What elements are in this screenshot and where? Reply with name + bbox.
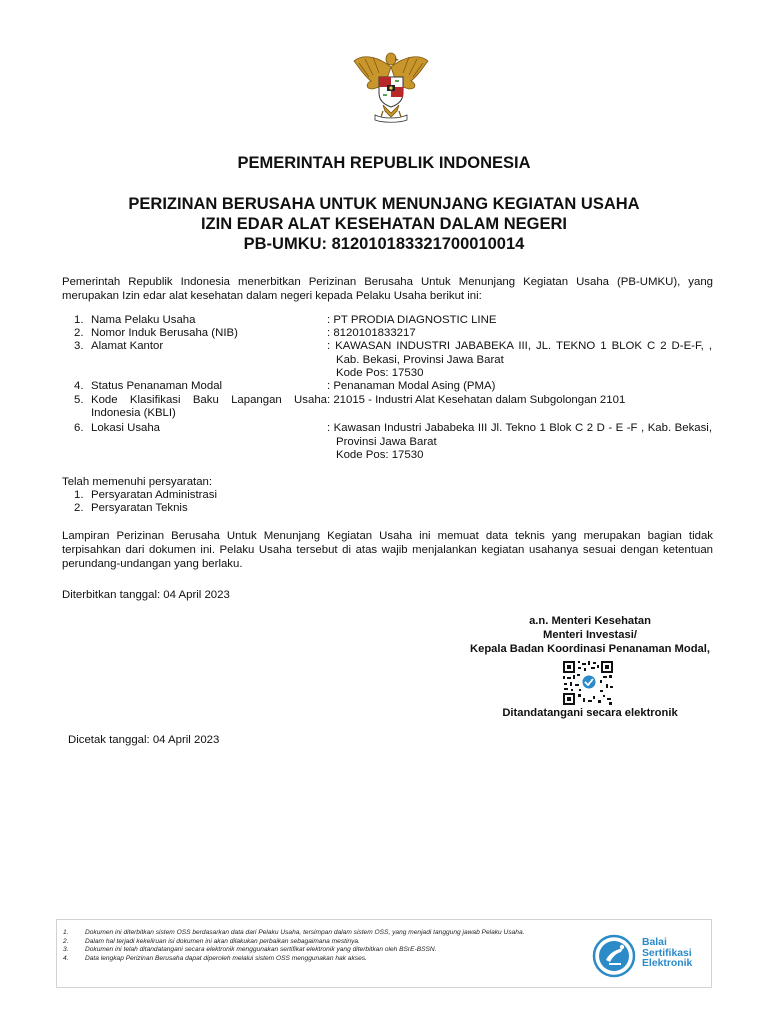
footer-note-text: Dalam hal terjadi kekeliruan isi dokumen ini akan dilakukan perbaikan sebagaimana mestinya. — [85, 937, 360, 945]
detail-label: Alamat Kantor — [91, 340, 164, 352]
signature-line2: Menteri Investasi/ — [543, 629, 637, 641]
garuda-emblem-icon — [349, 49, 433, 125]
detail-number: 3. — [74, 340, 84, 352]
signature-line1: a.n. Menteri Kesehatan — [529, 615, 651, 627]
detail-label: Status Penanaman Modal — [91, 380, 223, 392]
bsre-logo-text — [642, 938, 692, 970]
footer-note-number: 1. — [63, 929, 69, 936]
detail-value-line3: Kode Pos: 17530 — [336, 367, 424, 379]
footer-note — [63, 938, 553, 947]
footer-note-number: 4. — [63, 954, 69, 962]
qr-code-icon — [562, 660, 614, 706]
detail-value-line2: Kab. Bekasi, Provinsi Jawa Barat — [336, 354, 504, 366]
detail-value: : KAWASAN INDUSTRI JABABEKA III, JL. TEKNO 1 BLOK C 2 D-E-F, , — [327, 340, 712, 352]
footer-notes-box — [56, 919, 712, 988]
printed-date: Dicetak tanggal: 04 April 2023 — [68, 734, 220, 746]
footer-note-text: Dokumen ini diterbitkan sistem OSS berdasarkan data dari Pelaku Usaha, tersimpan dalam sistem OSS, yang menjadi tanggung jawab Pelaku Usaha. — [85, 929, 525, 936]
detail-value: : PT PRODIA DIAGNOSTIC LINE — [327, 314, 497, 326]
intro-paragraph: Pemerintah Republik Indonesia menerbitkan Perizinan Berusaha Untuk Menunjang Kegiatan Usaha (PB-UMKU), yang merupakan Izin edar alat kesehatan dalam negeri kepada Pelaku Usaha berikut ini: — [62, 276, 713, 302]
detail-label: Kode Klasifikasi Baku Lapangan Usaha — [91, 394, 327, 406]
detail-number: 6. — [74, 422, 84, 434]
requirement-number: 2. — [74, 502, 84, 514]
signature-line3: Kepala Badan Koordinasi Penanaman Modal, — [470, 643, 710, 655]
detail-number: 5. — [74, 394, 84, 406]
detail-number: 4. — [74, 380, 84, 392]
document-title-line1: PERIZINAN BERUSAHA UNTUK MENUNJANG KEGIATAN USAHA — [128, 195, 640, 213]
detail-value: : 21015 - Industri Alat Kesehatan dalam Subgolongan 2101 — [327, 394, 626, 406]
footer-note — [63, 929, 553, 938]
footer-note-number: 3. — [63, 946, 69, 954]
footer-note-number: 2. — [63, 937, 69, 945]
footer-note-text: Data lengkap Perizinan Berusaha dapat diperoleh melalui sistem OSS menggunakan hak akses. — [85, 954, 367, 962]
bsre-logo-line3: Elektronik — [642, 958, 693, 969]
footer-note-text: Dokumen ini telah ditandatangani secara elektronik menggunakan sertifikat elektronik yang diterbitkan oleh BSrE-BSSN. — [85, 946, 437, 954]
requirement-label: Persyaratan Administrasi — [91, 489, 217, 501]
government-heading: PEMERINTAH REPUBLIK INDONESIA — [237, 154, 531, 172]
footer-notes-list — [63, 929, 553, 963]
detail-label-line2: Indonesia (KBLI) — [91, 407, 176, 419]
attachment-paragraph: Lampiran Perizinan Berusaha Untuk Menunjang Kegiatan Usaha ini memuat data teknis yang merupakan bagian tidak terpisahkan dari dokumen ini. Pelaku Usaha tersebut di atas wajib menjalankan kegiatan usahanya sesuai dengan ketentuan perundang-undangan yang berlaku. — [62, 530, 713, 570]
requirements-heading: Telah memenuhi persyaratan: — [62, 476, 213, 488]
requirement-label: Persyaratan Teknis — [91, 502, 188, 514]
footer-note — [63, 955, 553, 964]
detail-number: 2. — [74, 327, 84, 339]
detail-label: Nama Pelaku Usaha — [91, 314, 196, 326]
detail-label: Lokasi Usaha — [91, 422, 161, 434]
detail-value-line2: Provinsi Jawa Barat — [336, 436, 437, 448]
detail-number: 1. — [74, 314, 84, 326]
detail-label: Nomor Induk Berusaha (NIB) — [91, 327, 238, 339]
footer-note — [63, 946, 553, 955]
pb-umku-number: PB-UMKU: 812010183321700010014 — [243, 235, 525, 253]
detail-value-line3: Kode Pos: 17530 — [336, 449, 424, 461]
issued-date: Diterbitkan tanggal: 04 April 2023 — [62, 589, 230, 601]
document-title-line2: IZIN EDAR ALAT KESEHATAN DALAM NEGERI — [200, 215, 568, 233]
electronic-signature-note: Ditandatangani secara elektronik — [502, 707, 678, 719]
detail-value: : 8120101833217 — [327, 327, 416, 339]
requirement-number: 1. — [74, 489, 84, 501]
detail-value: : Kawasan Industri Jababeka III Jl. Tekno 1 Blok C 2 D - E -F , Kab. Bekasi, — [327, 422, 712, 434]
bsre-logo-line1: Balai — [642, 937, 667, 948]
bsre-logo-line2: Sertifikasi — [642, 947, 692, 959]
detail-value: : Penanaman Modal Asing (PMA) — [327, 380, 496, 392]
